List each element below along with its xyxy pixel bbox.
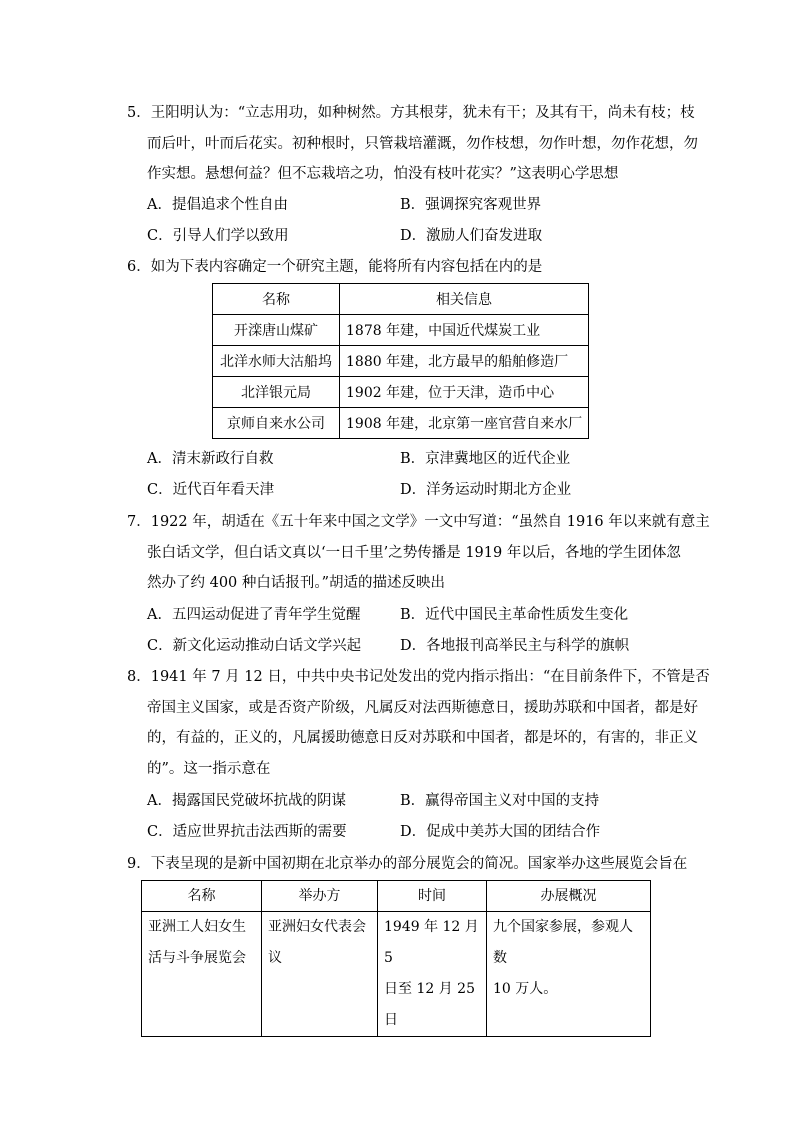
- option-d[interactable]: D．洋务运动时期北方企业: [400, 481, 572, 498]
- question-8-line: 8．1941 年 7 月 12 日，中共中央书记处发出的党内指示指出：“在目前条件下，不管是否: [127, 669, 710, 685]
- question-6-options: [147, 444, 677, 505]
- option-a[interactable]: A．揭露国民党破坏抗战的阴谋: [147, 793, 346, 809]
- table-row: [213, 377, 589, 408]
- cell-line: 亚洲工人妇女生: [148, 919, 246, 935]
- question-7-line: 张白话文学，但白话文真以‘一日千里’之势传播是 1919 年以后，各地的学生团体忽: [147, 544, 681, 561]
- table-row: [142, 912, 651, 1037]
- question-8-line: 的”。这一指示意在: [147, 760, 271, 777]
- table-header-row: [142, 881, 651, 912]
- cell-line: 九个国家参展，参观人数: [493, 919, 633, 966]
- cell-line: 议: [268, 950, 282, 966]
- cell-line: 亚洲妇女代表会: [268, 919, 366, 935]
- table-cell: 北洋水师大沽船坞: [213, 346, 340, 377]
- question-7-options: [147, 600, 677, 661]
- table-cell: 开滦唐山煤矿: [213, 315, 340, 346]
- option-d[interactable]: D．各地报刊高举民主与科学的旗帜: [400, 637, 630, 654]
- question-8: [127, 662, 710, 784]
- table-header-cell: 时间: [378, 881, 487, 912]
- option-a[interactable]: A．清末新政行自救: [147, 451, 274, 467]
- question-7-line: 7．1922 年，胡适在《五十年来中国之文学》一文中写道：“虽然自 1916 年以来就有意主: [127, 514, 710, 530]
- option-c[interactable]: C．新文化运动推动白话文学兴起: [147, 637, 362, 654]
- option-b[interactable]: B．近代中国民主革命性质发生变化: [400, 607, 629, 623]
- question-6-stem: 6．如为下表内容确定一个研究主题，能将所有内容包括在内的是: [127, 259, 543, 275]
- question-9: [127, 849, 688, 880]
- table-cell: [262, 912, 378, 1037]
- question-9-stem: 9．下表呈现的是新中国初期在北京举办的部分展览会的简况。国家举办这些展览会旨在: [127, 856, 688, 872]
- table-cell: 1908 年建，北京第一座官营自来水厂: [340, 408, 589, 439]
- option-a[interactable]: A．五四运动促进了青年学生觉醒: [147, 607, 361, 623]
- question-6-table: [212, 283, 589, 439]
- question-5-line: 而后叶，叶而后花实。初种根时，只管栽培灌溉，勿作枝想，勿作叶想，勿作花想，勿: [147, 135, 698, 152]
- table-cell: [142, 912, 262, 1037]
- table-header-cell: 名称: [142, 881, 262, 912]
- table-cell: 北洋银元局: [213, 377, 340, 408]
- question-5-line: 5．王阳明认为：“立志用功，如种树然。方其根芽，犹未有干；及其有干，尚未有枝；枝: [127, 105, 695, 121]
- table-header-cell: 相关信息: [340, 284, 589, 315]
- table-cell: [378, 912, 487, 1037]
- table-cell: 1880 年建，北方最早的船舶修造厂: [340, 346, 589, 377]
- option-c[interactable]: C．近代百年看天津: [147, 481, 275, 498]
- table-row: [213, 315, 589, 346]
- cell-line: 活与斗争展览会: [148, 950, 246, 966]
- cell-line: 日至 12 月 25 日: [384, 981, 475, 1028]
- option-c[interactable]: C．适应世界抗击法西斯的需要: [147, 823, 347, 840]
- question-5-options: [147, 190, 677, 251]
- table-header-cell: 名称: [213, 284, 340, 315]
- table-cell: 1878 年建，中国近代煤炭工业: [340, 315, 589, 346]
- question-9-table: [141, 880, 651, 1037]
- question-6: [127, 252, 677, 283]
- cell-line: 10 万人。: [493, 981, 558, 997]
- question-7-line: 然办了约 400 种白话报刊。”胡适的描述反映出: [147, 575, 446, 591]
- table-row: [213, 408, 589, 439]
- option-d[interactable]: D．激励人们奋发进取: [400, 227, 543, 244]
- table-cell: [487, 912, 651, 1037]
- question-8-options: [147, 786, 677, 847]
- question-8-line: 的，有益的，正义的，凡属援助德意日反对苏联和中国者，都是坏的，有害的，非正义: [147, 730, 698, 746]
- table-header-cell: 举办方: [262, 881, 378, 912]
- question-5-line: 作实想。悬想何益？但不忘栽培之功，怕没有枝叶花实？”这表明心学思想: [147, 166, 619, 182]
- option-a[interactable]: A．提倡追求个性自由: [147, 197, 288, 213]
- question-8-line: 帝国主义国家，或是否资产阶级，凡属反对法西斯德意日，援助苏联和中国者，都是好: [147, 699, 698, 716]
- option-d[interactable]: D．促成中美苏大国的团结合作: [400, 823, 601, 840]
- option-b[interactable]: B．赢得帝国主义对中国的支持: [400, 793, 600, 809]
- cell-line: 1949 年 12 月 5: [384, 919, 479, 966]
- table-cell: 1902 年建，位于天津，造币中心: [340, 377, 589, 408]
- question-7: [127, 507, 710, 599]
- option-b[interactable]: B．强调探究客观世界: [400, 197, 542, 213]
- table-row: [213, 346, 589, 377]
- table-header-cell: 办展概况: [487, 881, 651, 912]
- option-c[interactable]: C．引导人们学以致用: [147, 227, 289, 244]
- table-header-row: [213, 284, 589, 315]
- option-b[interactable]: B．京津冀地区的近代企业: [400, 451, 571, 467]
- question-5: [127, 98, 698, 190]
- table-cell: 京师自来水公司: [213, 408, 340, 439]
